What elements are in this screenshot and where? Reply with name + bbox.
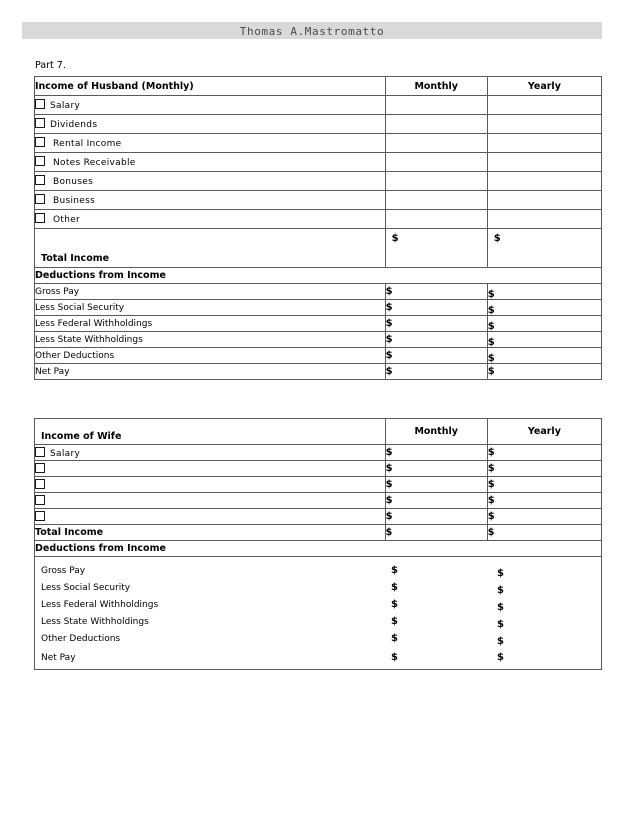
table-row — [35, 332, 602, 348]
table-row — [35, 134, 602, 153]
currency-symbol: $ — [487, 337, 495, 348]
column-header-yearly: Yearly — [487, 77, 601, 96]
table-row — [35, 493, 602, 509]
currency-symbol: $ — [487, 479, 495, 490]
currency-symbol: $ — [487, 305, 495, 316]
yearly-input-cell[interactable] — [487, 96, 601, 115]
deductions-title: Deductions from Income — [35, 541, 602, 557]
currency-symbol: $ — [385, 527, 393, 538]
table-row — [35, 210, 602, 229]
row-label: Less State Withholdings — [35, 332, 386, 348]
checkbox-icon[interactable] — [35, 495, 45, 505]
table-row — [35, 153, 602, 172]
table-header-row — [35, 419, 602, 445]
monthly-value[interactable]: $ — [391, 652, 398, 663]
table-row — [35, 631, 601, 647]
row-label: Bonuses — [53, 177, 94, 187]
yearly-input-cell[interactable] — [487, 364, 601, 380]
row-label: Gross Pay — [35, 284, 386, 300]
yearly-input-cell[interactable] — [487, 493, 601, 509]
currency-symbol: $ — [385, 495, 393, 506]
monthly-input-cell[interactable] — [385, 332, 487, 348]
yearly-input-cell[interactable] — [487, 300, 601, 316]
currency-symbol: $ — [487, 495, 495, 506]
yearly-input-cell[interactable] — [487, 316, 601, 332]
row-label: Salary — [50, 101, 81, 111]
table-row — [35, 364, 602, 380]
table-row — [35, 316, 602, 332]
deductions-title-row — [35, 268, 602, 284]
currency-symbol: $ — [487, 289, 495, 300]
monthly-input-cell[interactable] — [385, 172, 487, 191]
currency-symbol: $ — [385, 479, 393, 490]
row-label: Other — [53, 215, 81, 225]
row-label: Net Pay — [41, 653, 76, 663]
monthly-input-cell[interactable] — [385, 115, 487, 134]
row-label: Other Deductions — [35, 348, 386, 364]
monthly-value[interactable]: $ — [391, 633, 398, 644]
checkbox-icon[interactable] — [35, 213, 45, 223]
yearly-input-cell[interactable] — [487, 445, 601, 461]
monthly-input-cell[interactable] — [385, 316, 487, 332]
yearly-input-cell[interactable] — [487, 115, 601, 134]
currency-symbol: $ — [385, 447, 393, 458]
yearly-value[interactable]: $ — [497, 652, 504, 663]
table-row — [35, 300, 602, 316]
checkbox-icon[interactable] — [35, 194, 45, 204]
table-row — [35, 172, 602, 191]
currency-symbol: $ — [385, 463, 393, 474]
currency-symbol: $ — [487, 511, 495, 522]
monthly-input-cell[interactable] — [385, 191, 487, 210]
total-monthly-cell[interactable] — [385, 525, 487, 541]
currency-symbol: $ — [493, 233, 501, 244]
deductions-title: Deductions from Income — [35, 268, 602, 284]
table-row — [35, 614, 601, 630]
table-row — [35, 563, 601, 579]
checkbox-icon[interactable] — [35, 137, 45, 147]
row-label: Dividends — [50, 120, 98, 130]
part-label: Part 7. — [35, 60, 66, 71]
row-label: Net Pay — [35, 364, 386, 380]
table-row — [35, 348, 602, 364]
row-label: Salary — [50, 448, 81, 459]
monthly-input-cell[interactable] — [385, 300, 487, 316]
currency-symbol: $ — [487, 366, 495, 377]
currency-symbol: $ — [487, 353, 495, 364]
table-row — [35, 445, 602, 461]
monthly-value[interactable]: $ — [391, 599, 398, 610]
yearly-input-cell[interactable] — [487, 348, 601, 364]
monthly-input-cell[interactable] — [385, 134, 487, 153]
currency-symbol: $ — [385, 286, 393, 297]
total-income-label: Total Income — [41, 253, 110, 264]
table-row — [35, 477, 602, 493]
checkbox-icon[interactable] — [35, 118, 45, 128]
column-header-monthly: Monthly — [385, 77, 487, 96]
total-yearly-cell[interactable] — [487, 525, 601, 541]
monthly-value[interactable]: $ — [391, 582, 398, 593]
total-income-row — [35, 525, 602, 541]
total-monthly-cell[interactable] — [385, 229, 487, 268]
yearly-value[interactable]: $ — [497, 602, 504, 613]
monthly-input-cell[interactable] — [385, 445, 487, 461]
yearly-value[interactable]: $ — [497, 568, 504, 579]
checkbox-icon[interactable] — [35, 511, 45, 521]
total-income-label: Total Income — [35, 525, 386, 541]
table-row — [35, 580, 601, 596]
checkbox-icon[interactable] — [35, 447, 45, 457]
currency-symbol: $ — [487, 321, 495, 332]
row-label: Gross Pay — [41, 566, 86, 576]
yearly-input-cell[interactable] — [487, 172, 601, 191]
table-row — [35, 191, 602, 210]
row-label: Rental Income — [53, 139, 122, 149]
monthly-input-cell[interactable] — [385, 96, 487, 115]
yearly-input-cell[interactable] — [487, 509, 601, 525]
currency-symbol: $ — [487, 527, 495, 538]
checkbox-icon[interactable] — [35, 156, 45, 166]
yearly-input-cell[interactable] — [487, 134, 601, 153]
table-row — [35, 597, 601, 613]
row-label: Other Deductions — [41, 634, 121, 644]
row-label: Less Federal Withholdings — [41, 600, 159, 610]
currency-symbol: $ — [385, 318, 393, 329]
checkbox-icon[interactable] — [35, 463, 45, 473]
currency-symbol: $ — [487, 463, 495, 474]
row-label: Less Social Security — [41, 583, 131, 593]
total-yearly-cell[interactable] — [487, 229, 601, 268]
yearly-value[interactable]: $ — [497, 636, 504, 647]
row-label: Less State Withholdings — [41, 617, 149, 627]
currency-symbol: $ — [385, 334, 393, 345]
monthly-value[interactable]: $ — [391, 565, 398, 576]
checkbox-icon[interactable] — [35, 175, 45, 185]
table-row — [35, 284, 602, 300]
wife-table-title: Income of Wife — [41, 431, 122, 442]
row-label: Business — [53, 196, 96, 206]
deductions-title-row — [35, 541, 602, 557]
yearly-value[interactable]: $ — [497, 619, 504, 630]
yearly-input-cell[interactable] — [487, 477, 601, 493]
column-header-yearly: Yearly — [487, 419, 601, 445]
page-header-title: Thomas A.Mastromatto — [239, 25, 385, 38]
table-row — [35, 461, 602, 477]
currency-symbol: $ — [487, 447, 495, 458]
monthly-input-cell[interactable] — [385, 477, 487, 493]
checkbox-icon[interactable] — [35, 99, 45, 109]
monthly-input-cell[interactable] — [385, 284, 487, 300]
monthly-input-cell[interactable] — [385, 348, 487, 364]
monthly-input-cell[interactable] — [385, 509, 487, 525]
deductions-block-row — [35, 557, 602, 670]
currency-symbol: $ — [391, 233, 399, 244]
yearly-input-cell[interactable] — [487, 191, 601, 210]
yearly-input-cell[interactable] — [487, 153, 601, 172]
table-row — [35, 96, 602, 115]
deductions-block — [35, 557, 602, 670]
row-label: Less Social Security — [35, 300, 386, 316]
table-row — [35, 650, 601, 666]
monthly-input-cell[interactable] — [385, 153, 487, 172]
row-label: Less Federal Withholdings — [35, 316, 386, 332]
column-header-monthly: Monthly — [385, 419, 487, 445]
monthly-input-cell[interactable] — [385, 461, 487, 477]
currency-symbol: $ — [385, 366, 393, 377]
yearly-input-cell[interactable] — [487, 461, 601, 477]
table-row — [35, 115, 602, 134]
husband-table-title: Income of Husband (Monthly) — [35, 77, 386, 96]
monthly-input-cell[interactable] — [385, 210, 487, 229]
currency-symbol: $ — [385, 302, 393, 313]
table-header-row — [35, 77, 602, 96]
yearly-input-cell[interactable] — [487, 332, 601, 348]
yearly-input-cell[interactable] — [487, 284, 601, 300]
yearly-value[interactable]: $ — [497, 585, 504, 596]
husband-income-table — [34, 76, 602, 380]
monthly-input-cell[interactable] — [385, 364, 487, 380]
monthly-value[interactable]: $ — [391, 616, 398, 627]
row-label: Notes Receivable — [53, 158, 136, 168]
currency-symbol: $ — [385, 350, 393, 361]
monthly-input-cell[interactable] — [385, 493, 487, 509]
table-row — [35, 509, 602, 525]
yearly-input-cell[interactable] — [487, 210, 601, 229]
currency-symbol: $ — [385, 511, 393, 522]
wife-income-table — [34, 418, 602, 670]
checkbox-icon[interactable] — [35, 479, 45, 489]
total-income-row — [35, 229, 602, 268]
